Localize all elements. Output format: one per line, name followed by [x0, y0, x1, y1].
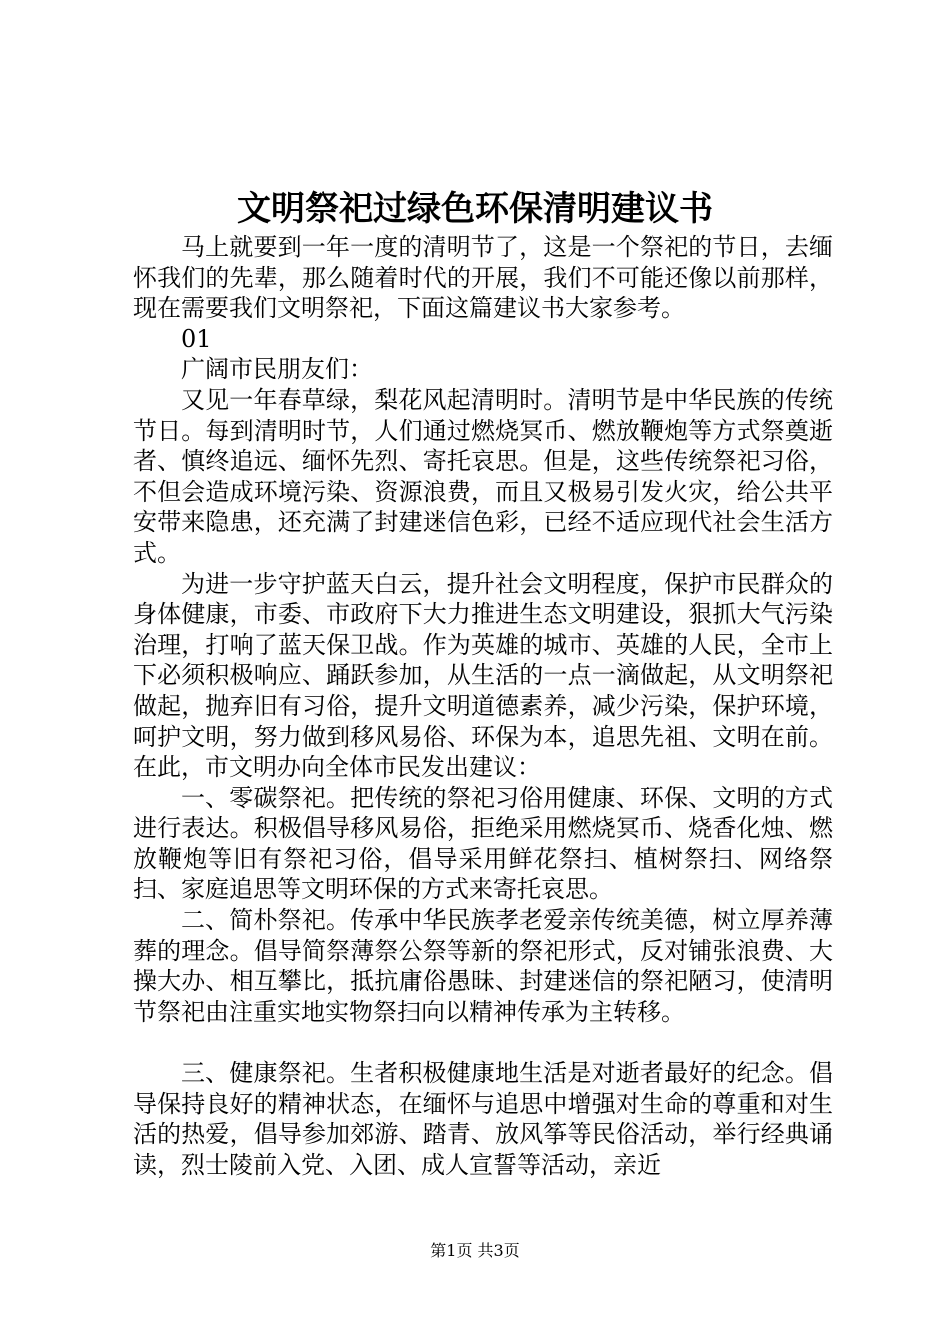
page-footer: 第1页 共3页 — [430, 1241, 520, 1260]
body-paragraph-1: 又见一年春草绿，梨花风起清明时。清明节是中华民族的传统节日。每到清明时节，人们通过燃烧冥币、燃放鞭炮等方式祭奠逝者、慎终追远、缅怀先烈、寄托哀思。但是，这些传统祭祀习俗，不但会造成环境污染、资源浪费，而且又极易引发火灾，给公共平安带来隐患，还充满了封建迷信色彩，已经不适应现代社会生活方式。 — [133, 385, 833, 567]
body-paragraph-2: 为进一步守护蓝天白云，提升社会文明程度，保护市民群众的身体健康，市委、市政府下大力推进生态文明建设，狠抓大气污染治理，打响了蓝天保卫战。作为英雄的城市、英雄的人民，全市上下必须积极响应、踊跃参加，从生活的一点一滴做起，从文明祭祀做起，抛弃旧有习俗，提升文明道德素养，减少污染，保护环境，呵护文明，努力做到移风易俗、环保为本，追思先祖、文明在前。在此，市文明办向全体市民发出建议： — [133, 569, 833, 782]
proposal-item-3: 三、健康祭祀。生者积极健康地生活是对逝者最好的纪念。倡导保持良好的精神状态，在缅怀与追思中增强对生命的尊重和对生活的热爱，倡导参加郊游、踏青、放风筝等民俗活动，举行经典诵读，烈士陵前入党、入团、成人宣誓等活动，亲近 — [133, 1059, 833, 1179]
document-title: 文明祭祀过绿色环保清明建议书 — [237, 189, 713, 229]
proposal-item-1: 一、零碳祭祀。把传统的祭祀习俗用健康、环保、文明的方式进行表达。积极倡导移风易俗，拒绝采用燃烧冥币、烧香化烛、燃放鞭炮等旧有祭祀习俗，倡导采用鲜花祭扫、植树祭扫、网络祭扫、家庭追思等文明环保的方式来寄托哀思。 — [133, 783, 833, 904]
salutation: 广阔市民朋友们： — [181, 355, 373, 384]
section-number: 01 — [181, 324, 212, 353]
document-body — [133, 232, 833, 1180]
proposal-item-2: 二、简朴祭祀。传承中华民族孝老爱亲传统美德，树立厚养薄葬的理念。倡导简祭薄祭公祭等新的祭祀形式，反对铺张浪费、大操大办、相互攀比，抵抗庸俗愚昧、封建迷信的祭祀陋习，使清明节祭祀由注重实地实物祭扫向以精神传承为主转移。 — [133, 906, 833, 1026]
intro-paragraph: 马上就要到一年一度的清明节了，这是一个祭祀的节日，去缅怀我们的先辈，那么随着时代的开展，我们不可能还像以前那样，现在需要我们文明祭祀，下面这篇建议书大家参考。 — [133, 233, 833, 323]
